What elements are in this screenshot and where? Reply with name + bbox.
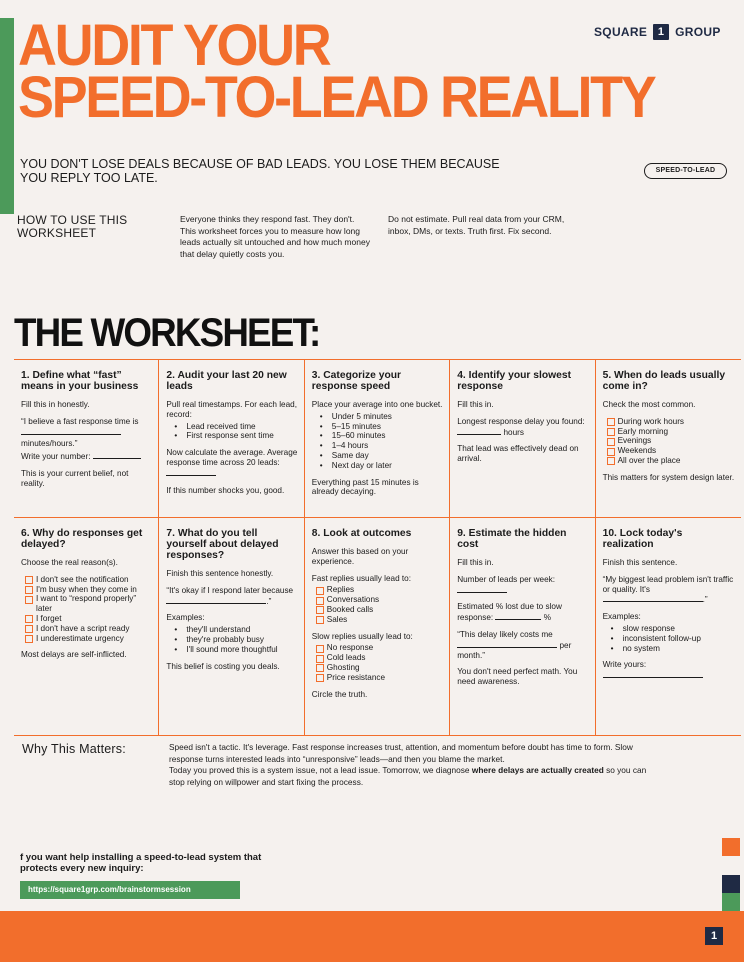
examples-label: Examples: <box>166 613 205 623</box>
howto-paragraph-2: Do not estimate. Pull real data from your CRM, inbox, DMs, or texts. Truth first. Fix second. <box>388 214 565 236</box>
step-1-cell <box>14 360 159 518</box>
examples-label: Examples: <box>602 612 641 622</box>
blank-field[interactable] <box>93 451 141 459</box>
square1-logo <box>594 24 721 40</box>
checkbox-item[interactable]: No response <box>316 643 443 653</box>
note: If this number shocks you, good. <box>166 485 285 495</box>
blank-field[interactable] <box>457 640 557 648</box>
prompt-text: Number of leads per week: <box>457 574 556 584</box>
step-title: 5. When do leads usually come in? <box>602 370 726 392</box>
instruction: Fill this in. <box>457 400 494 409</box>
list-item: • inconsistent follow-up <box>617 634 735 644</box>
slow-replies-label: Slow replies usually lead to: <box>311 631 413 641</box>
step-title: 9. Estimate the hidden cost <box>457 528 567 550</box>
step-4-cell <box>450 360 595 518</box>
step-10-cell <box>596 518 741 735</box>
worksheet-grid <box>14 359 741 736</box>
checkbox-item[interactable]: During work hours <box>607 417 735 427</box>
blank-field[interactable] <box>166 468 216 476</box>
prompt-text: “This delay likely costs me <box>457 629 553 639</box>
why-emphasis: where delays are actually created <box>471 765 604 775</box>
logo-mark-icon: 1 <box>653 24 669 40</box>
topic-tag: SPEED-TO-LEAD <box>644 163 727 179</box>
list-item: • they'll understand <box>180 625 297 635</box>
bullet-list <box>180 625 297 654</box>
instruction: Fill this in honestly. <box>21 400 90 409</box>
checkbox-item[interactable]: Booked calls <box>316 605 443 615</box>
step-7-cell <box>159 518 304 735</box>
list-item: • no system <box>617 644 735 654</box>
list-item: • Lead received time <box>180 422 297 432</box>
why-paragraph-1: Speed isn't a tactic. It's leverage. Fast response increases trust, attention, and momentum before doubt has time to form. Slow response turns interested leads into “unresponsive” leads—and then you blame the market. <box>169 742 633 764</box>
list-item: • Same day <box>326 451 443 461</box>
blank-field[interactable] <box>457 585 507 593</box>
prompt-text-end: minutes/hours.” <box>21 439 78 449</box>
instruction: Answer this based on your experience. <box>311 547 409 566</box>
checkbox-item[interactable]: Replies <box>316 585 443 595</box>
checkbox-item[interactable]: Evenings <box>607 436 735 446</box>
blank-field[interactable] <box>166 596 266 604</box>
prompt-text: Estimated % lost due to slow response: <box>457 602 562 623</box>
footer-logo-icon: 1 <box>705 927 723 945</box>
blank-field[interactable] <box>603 594 703 602</box>
checkbox-item[interactable]: I want to “respond properly” later <box>25 594 152 614</box>
note: This matters for system design later. <box>602 472 735 482</box>
howto-paragraph-1: Everyone thinks they respond fast. They don't. This worksheet forces you to measure how long leads actually sit untouched and how much money that delay quietly costs you. <box>180 214 370 259</box>
step-5-cell <box>596 360 741 518</box>
worksheet-heading: THE WORKSHEET: <box>14 311 320 355</box>
prompt-text: Write yours: <box>602 660 647 670</box>
checkbox-item[interactable]: Early morning <box>607 427 735 437</box>
prompt-text: Now calculate the average. Average response time across 20 leads: <box>166 448 298 467</box>
list-item: • I'll sound more thoughtful <box>180 645 297 655</box>
logo-text-left: SQUARE <box>594 25 648 39</box>
prompt-text: “I believe a fast response time is <box>21 416 139 426</box>
note: Most delays are self-inflicted. <box>21 650 127 660</box>
step-title: 6. Why do responses get delayed? <box>21 528 143 550</box>
note: You don't need perfect math. You need awareness. <box>457 667 578 687</box>
subtitle: YOU DON'T LOSE DEALS BECAUSE OF BAD LEADS. YOU LOSE THEM BECAUSE YOU REPLY TOO LATE. <box>20 157 500 185</box>
booking-link-button[interactable]: https://square1grp.com/brainstormsession <box>20 881 240 899</box>
checkbox-list <box>316 643 443 682</box>
prompt-text: “My biggest lead problem isn't traffic or quality. It's <box>602 574 734 594</box>
step-title: 7. What do you tell yourself about delayed responses? <box>166 528 279 561</box>
checkbox-item[interactable]: Price resistance <box>316 673 443 683</box>
logo-text-right: GROUP <box>675 25 721 39</box>
instruction: Choose the real reason(s). <box>21 558 118 567</box>
list-item: • Under 5 minutes <box>326 412 443 422</box>
step-title: 8. Look at outcomes <box>311 528 412 539</box>
checkbox-list <box>25 575 152 644</box>
orange-square-decoration <box>722 838 740 856</box>
why-text <box>169 742 649 788</box>
step-title: 10. Lock today's realization <box>602 528 683 550</box>
checkbox-item[interactable]: I don't see the notification <box>25 575 152 585</box>
checkbox-item[interactable]: All over the place <box>607 456 735 466</box>
list-item: • they're probably busy <box>180 635 297 645</box>
step-title: 1. Define what “fast” means in your business <box>21 370 139 392</box>
checkbox-list <box>607 417 735 466</box>
blank-field[interactable] <box>495 612 541 620</box>
blank-field[interactable] <box>457 427 501 435</box>
prompt-text: “It's okay if I respond later because <box>166 585 294 595</box>
number-prompt: Write your number: <box>21 452 91 462</box>
instruction: Finish this sentence honestly. <box>166 569 274 578</box>
checkbox-list <box>316 585 443 624</box>
checkbox-item[interactable]: I'm busy when they come in <box>25 585 152 595</box>
checkbox-item[interactable]: I underestimate urgency <box>25 634 152 644</box>
instruction: Check the most common. <box>602 400 696 409</box>
instruction: Place your average into one bucket. <box>311 400 443 409</box>
checkbox-item[interactable]: Sales <box>316 615 443 625</box>
checkbox-item[interactable]: I forget <box>25 614 152 624</box>
list-item: • 1–4 hours <box>326 441 443 451</box>
list-item: • slow response <box>617 624 735 634</box>
unit-text: % <box>543 613 551 623</box>
bullet-list <box>326 412 443 471</box>
instruction: Fill this in. <box>457 558 494 567</box>
howto-label: HOW TO USE THIS WORKSHEET <box>17 213 128 240</box>
unit-text: per month.” <box>457 640 572 660</box>
checkbox-item[interactable]: Cold leads <box>316 653 443 663</box>
step-title: 2. Audit your last 20 new leads <box>166 370 287 392</box>
step-9-cell <box>450 518 595 735</box>
checkbox-item[interactable]: Weekends <box>607 446 735 456</box>
why-label: Why This Matters: <box>22 742 126 756</box>
accent-bar <box>0 18 14 214</box>
unit-text: hours <box>503 427 524 437</box>
instruction: Pull real timestamps. For each lead, record: <box>166 400 297 419</box>
list-item: • Next day or later <box>326 461 443 471</box>
page-title <box>18 13 655 130</box>
fast-replies-label: Fast replies usually lead to: <box>311 573 412 583</box>
navy-square-decoration <box>722 875 740 893</box>
note: This is your current belief, not reality. <box>21 468 129 488</box>
step-8-cell <box>305 518 450 735</box>
step-2-cell <box>159 360 304 518</box>
step-3-cell <box>305 360 450 518</box>
prompt-text-end: .” <box>702 595 708 605</box>
prompt-text: Longest response delay you found: <box>457 416 585 426</box>
instruction: Finish this sentence. <box>602 558 678 567</box>
title-line-1: AUDIT YOUR <box>18 13 330 78</box>
note: This belief is costing you deals. <box>166 661 280 671</box>
cta-text: f you want help installing a speed-to-lead system that protects every new inquiry: <box>20 852 262 874</box>
footer-bar <box>0 911 744 962</box>
note: Circle the truth. <box>311 689 368 699</box>
blank-field[interactable] <box>603 670 703 678</box>
why-paragraph-2: Today you proved this is a system issue, not a lead issue. Tomorrow, we diagnose where delays are actually created so you can stop relying on willpower and start fixing the process. <box>169 765 647 787</box>
checkbox-item[interactable]: Ghosting <box>316 663 443 673</box>
green-square-decoration <box>722 893 740 911</box>
step-title: 3. Categorize your response speed <box>311 370 402 392</box>
list-item: • 15–60 minutes <box>326 431 443 441</box>
checkbox-item[interactable]: Conversations <box>316 595 443 605</box>
bullet-list <box>180 422 297 442</box>
list-item: • First response sent time <box>180 431 297 441</box>
prompt-text-end: .” <box>266 596 272 606</box>
step-6-cell <box>14 518 159 735</box>
note: Everything past 15 minutes is already decaying. <box>311 477 419 497</box>
step-title: 4. Identify your slowest response <box>457 370 572 392</box>
blank-field[interactable] <box>21 427 121 435</box>
list-item: • 5–15 minutes <box>326 422 443 432</box>
checkbox-item[interactable]: I don't have a script ready <box>25 624 152 634</box>
bullet-list <box>617 624 735 653</box>
title-line-2: SPEED-TO-LEAD REALITY <box>18 65 655 130</box>
note: That lead was effectively dead on arrival. <box>457 444 579 464</box>
